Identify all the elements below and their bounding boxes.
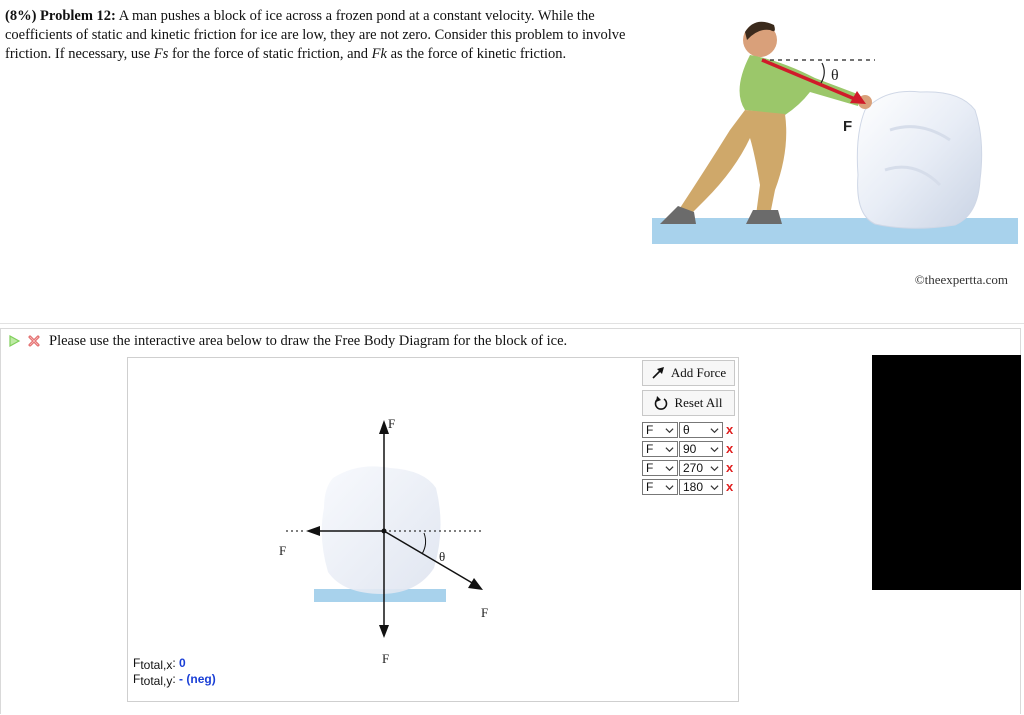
force-row-3 — [642, 459, 733, 477]
force-row-4 — [642, 478, 733, 496]
problem-statement — [5, 7, 655, 64]
problem-text-2: for the force of static friction, and — [168, 46, 372, 62]
fbd-drawing[interactable] — [128, 358, 641, 701]
ice-block — [857, 91, 981, 228]
force-angle-select[interactable]: 90 — [679, 441, 723, 457]
add-force-label: Add Force — [670, 365, 727, 380]
static-friction-var: Fs — [153, 46, 169, 62]
problem-number: (8%) Problem 12: — [5, 8, 116, 24]
kinetic-friction-var: Fk — [371, 46, 387, 62]
delete-force-button[interactable]: x — [726, 422, 734, 437]
force-row-2 — [642, 440, 733, 458]
ice-block-image — [322, 466, 441, 594]
force-angle-select[interactable]: θ — [679, 422, 723, 438]
arrow-up-right-icon — [651, 366, 665, 380]
label-force-down: F — [382, 651, 390, 666]
copyright-text: ©theexpertta.com — [914, 272, 1008, 287]
total-x-value: 0 — [179, 656, 186, 670]
delete-force-button[interactable]: x — [726, 460, 734, 475]
label-theta: θ — [439, 549, 446, 564]
chevron-down-icon — [710, 426, 719, 435]
chevron-down-icon — [665, 464, 674, 473]
force-name-select[interactable]: F — [642, 460, 678, 476]
fbd-canvas[interactable] — [127, 357, 642, 702]
incorrect-icon — [27, 334, 41, 348]
chevron-down-icon — [710, 483, 719, 492]
force-angle-select[interactable]: 270 — [679, 460, 723, 476]
force-row-1 — [642, 421, 733, 439]
label-force-up: F — [388, 416, 396, 431]
section-divider — [0, 323, 1024, 324]
total-x-row: $F_{total,x}$: 0 — [133, 656, 186, 672]
man-pushing — [660, 22, 872, 224]
frozen-pond — [652, 218, 1018, 244]
problem-illustration — [650, 10, 1020, 250]
problem-text-1: A man pushes a block of ice across a frozen pond at a constant velocity. While the coefficients of static and kinetic friction for ice are low, they are not zero. Consider this problem to involve friction. If necessary, use — [5, 8, 626, 62]
total-y-value: - (neg) — [179, 672, 216, 686]
part-header — [7, 331, 567, 351]
force-name-select[interactable]: F — [642, 441, 678, 457]
chevron-down-icon — [665, 445, 674, 454]
fbd-controls-panel — [641, 357, 739, 702]
reset-all-label: Reset All — [674, 395, 723, 410]
redacted-area — [872, 355, 1021, 590]
force-name-select[interactable]: F — [642, 422, 678, 438]
angle-label: θ — [831, 67, 839, 84]
part-instruction: Please use the interactive area below to draw the Free Body Diagram for the block of ice. — [49, 332, 568, 349]
force-name-select[interactable]: F — [642, 479, 678, 495]
origin-point — [382, 529, 387, 534]
total-y-row: $F_{total,y}$: - (neg) — [133, 672, 216, 688]
chevron-down-icon — [665, 426, 674, 435]
delete-force-button[interactable]: x — [726, 479, 734, 494]
label-force-left: F — [279, 543, 287, 558]
force-totals — [133, 656, 216, 688]
play-icon[interactable] — [7, 334, 21, 348]
chevron-down-icon — [710, 464, 719, 473]
reset-all-button[interactable] — [642, 390, 735, 416]
label-force-diagonal: F — [481, 605, 489, 620]
chevron-down-icon — [710, 445, 719, 454]
add-force-button[interactable] — [642, 360, 735, 386]
reset-icon — [654, 396, 668, 410]
chevron-down-icon — [665, 483, 674, 492]
force-angle-select[interactable]: 180 — [679, 479, 723, 495]
problem-text-3: as the force of kinetic friction. — [386, 46, 567, 62]
delete-force-button[interactable]: x — [726, 441, 734, 456]
force-label: F — [843, 118, 853, 135]
